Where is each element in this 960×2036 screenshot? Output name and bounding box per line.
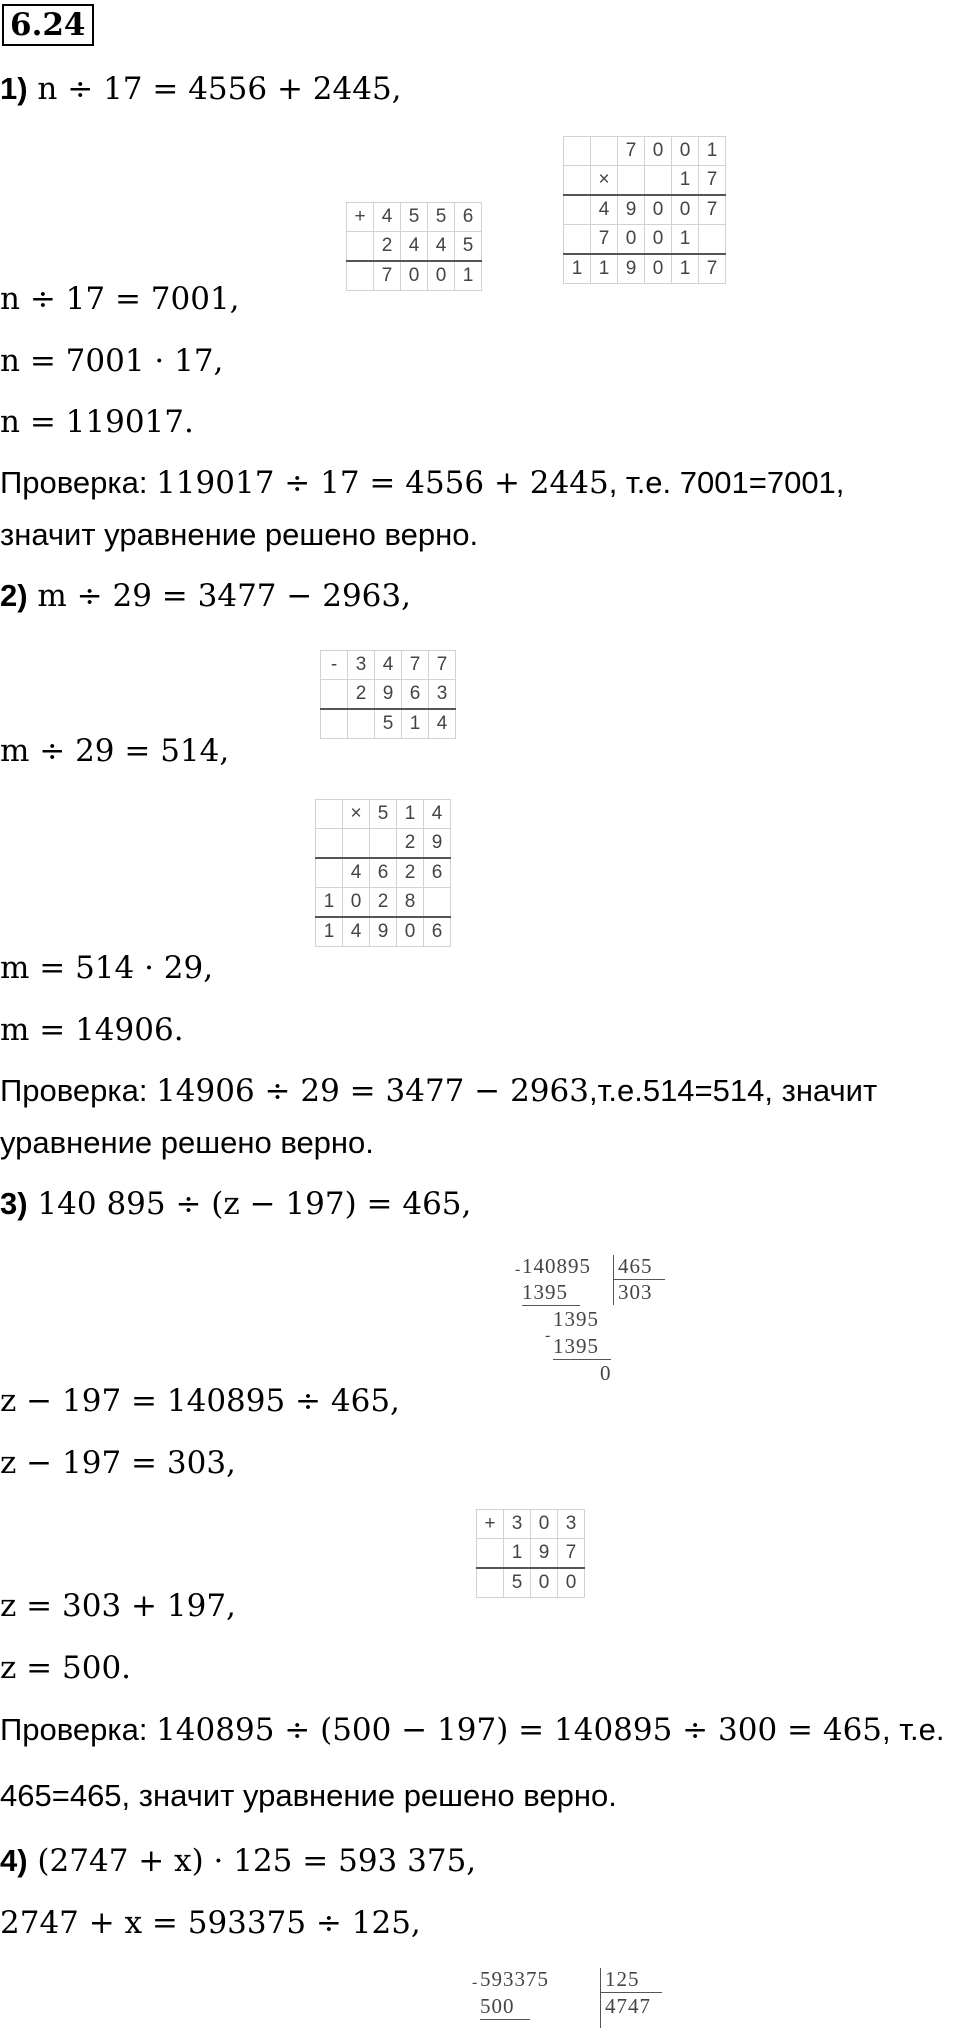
grid-cell: 0 <box>558 1568 585 1598</box>
divisor: 465 <box>618 1254 653 1278</box>
grid-cell <box>618 166 645 196</box>
grid-cell <box>477 1568 504 1598</box>
minus-sign: - <box>515 1261 522 1278</box>
part4-long-division <box>470 1966 670 2036</box>
grid-cell: 1 <box>591 254 618 284</box>
part2-conclusion: уравнение решено верно. <box>0 1125 374 1160</box>
dividend: 140895 <box>522 1254 591 1278</box>
grid-cell: 3 <box>429 680 456 710</box>
grid-cell <box>321 709 348 739</box>
part1-multiplication-grid <box>563 136 726 284</box>
grid-cell: 7 <box>699 166 726 196</box>
part1-check <box>0 463 844 503</box>
quotient: 303 <box>618 1280 653 1304</box>
grid-cell: 5 <box>375 709 402 739</box>
grid-cell: 0 <box>645 225 672 255</box>
grid-cell: × <box>343 800 370 829</box>
subtrahend-2: 1395 <box>553 1334 599 1358</box>
grid-cell: 0 <box>397 917 424 947</box>
grid-cell: 1 <box>672 166 699 196</box>
grid-cell <box>347 232 374 262</box>
part2-subtraction-grid <box>320 650 456 739</box>
grid-cell: 3 <box>558 1510 585 1539</box>
part3-number: 3) <box>0 1186 28 1221</box>
part3-conclusion: 465=465, значит уравнение решено верно. <box>0 1778 617 1813</box>
grid-cell: 4 <box>375 651 402 680</box>
grid-cell: 1 <box>455 261 482 291</box>
grid-cell: 0 <box>645 254 672 284</box>
grid-cell: 0 <box>531 1568 558 1598</box>
grid-cell <box>699 225 726 255</box>
grid-cell: 5 <box>428 203 455 232</box>
grid-cell: 5 <box>401 203 428 232</box>
minus-sign: - <box>472 1974 479 1991</box>
grid-cell <box>370 829 397 859</box>
grid-cell: 0 <box>672 195 699 225</box>
grid-cell <box>316 858 343 888</box>
check-tail: , т.е. <box>882 1712 945 1747</box>
remainder-1: 1395 <box>553 1307 599 1331</box>
part3-addition-grid <box>476 1509 585 1598</box>
grid-cell: 1 <box>402 709 429 739</box>
grid-cell: 0 <box>428 261 455 291</box>
grid-cell <box>591 137 618 166</box>
part1-step1: n ÷ 17 = 7001, <box>0 281 240 317</box>
grid-cell: 6 <box>402 680 429 710</box>
grid-cell: 7 <box>618 137 645 166</box>
part2-check <box>0 1071 877 1111</box>
grid-cell <box>564 166 591 196</box>
grid-cell: 7 <box>374 261 401 291</box>
check-equation: 140895 ÷ (500 − 197) = 140895 ÷ 300 = 465 <box>156 1712 883 1748</box>
grid-cell: × <box>591 166 618 196</box>
grid-cell: + <box>477 1510 504 1539</box>
exercise-number: 6.24 <box>2 4 94 46</box>
grid-cell: 0 <box>343 888 370 918</box>
part3-step3: z = 303 + 197, <box>0 1588 236 1624</box>
grid-cell: 5 <box>455 232 482 262</box>
grid-cell: 1 <box>316 888 343 918</box>
grid-cell: 4 <box>429 709 456 739</box>
grid-cell: 2 <box>348 680 375 710</box>
part4-number: 4) <box>0 1843 28 1878</box>
grid-cell: 3 <box>504 1510 531 1539</box>
part3-equation <box>0 1184 471 1224</box>
grid-cell: 4 <box>428 232 455 262</box>
part3-step1: z − 197 = 140895 ÷ 465, <box>0 1383 400 1419</box>
grid-cell: 4 <box>343 858 370 888</box>
grid-cell: 7 <box>558 1539 585 1569</box>
grid-cell: 2 <box>370 888 397 918</box>
grid-cell: 1 <box>564 254 591 284</box>
part1-conclusion: значит уравнение решено верно. <box>0 517 479 552</box>
grid-cell: 2 <box>374 232 401 262</box>
grid-cell <box>564 137 591 166</box>
grid-cell <box>348 709 375 739</box>
grid-cell: 7 <box>699 254 726 284</box>
grid-cell <box>564 225 591 255</box>
grid-cell: - <box>321 651 348 680</box>
grid-cell: + <box>347 203 374 232</box>
grid-cell: 5 <box>370 800 397 829</box>
grid-cell: 7 <box>699 195 726 225</box>
part4-eq-text: (2747 + x) · 125 = 593 375, <box>27 1843 477 1879</box>
check-equation: 14906 ÷ 29 = 3477 − 2963 <box>156 1073 589 1109</box>
grid-cell <box>316 800 343 829</box>
grid-cell: 9 <box>370 917 397 947</box>
part1-step3: n = 119017. <box>0 404 194 440</box>
part2-equation <box>0 576 411 616</box>
grid-cell: 6 <box>424 917 451 947</box>
grid-cell: 7 <box>402 651 429 680</box>
grid-cell: 6 <box>455 203 482 232</box>
grid-cell: 1 <box>397 800 424 829</box>
divisor: 125 <box>605 1967 640 1991</box>
grid-cell: 7 <box>591 225 618 255</box>
part1-addition-grid <box>346 202 482 291</box>
part1-step2: n = 7001 · 17, <box>0 343 224 379</box>
grid-cell <box>343 829 370 859</box>
part2-multiplication-grid <box>315 799 451 947</box>
grid-cell: 7 <box>429 651 456 680</box>
part2-step1: m ÷ 29 = 514, <box>0 733 230 769</box>
subtrahend-1: 500 <box>480 1994 515 2018</box>
grid-cell: 0 <box>401 261 428 291</box>
remainder-2: 0 <box>600 1361 612 1385</box>
part2-number: 2) <box>0 578 28 613</box>
check-tail: , т.е. 7001=7001, <box>608 465 845 500</box>
part1-number: 1) <box>0 71 28 106</box>
grid-cell: 0 <box>618 225 645 255</box>
part3-step4: z = 500. <box>0 1650 132 1686</box>
grid-cell: 3 <box>348 651 375 680</box>
part3-check <box>0 1710 945 1750</box>
part4-equation <box>0 1841 476 1881</box>
grid-cell <box>347 261 374 291</box>
grid-cell <box>321 680 348 710</box>
grid-cell: 5 <box>504 1568 531 1598</box>
part2-eq-text: m ÷ 29 = 3477 − 2963, <box>27 578 411 614</box>
grid-cell: 1 <box>672 254 699 284</box>
grid-cell: 2 <box>397 858 424 888</box>
part1-equation <box>0 69 402 109</box>
grid-cell: 1 <box>672 225 699 255</box>
check-label: Проверка: <box>0 465 157 500</box>
part2-step3: m = 14906. <box>0 1012 184 1048</box>
check-label: Проверка: <box>0 1712 157 1747</box>
grid-cell: 1 <box>699 137 726 166</box>
grid-cell: 4 <box>591 195 618 225</box>
grid-cell: 4 <box>343 917 370 947</box>
grid-cell: 4 <box>401 232 428 262</box>
grid-cell: 0 <box>645 195 672 225</box>
grid-cell: 9 <box>618 195 645 225</box>
grid-cell: 2 <box>397 829 424 859</box>
check-tail: ,т.е.514=514, значит <box>588 1073 878 1108</box>
part1-eq-text: n ÷ 17 = 4556 + 2445, <box>27 71 402 107</box>
part2-step2: m = 514 · 29, <box>0 950 214 986</box>
grid-cell: 1 <box>504 1539 531 1569</box>
part3-eq-text: 140 895 ÷ (z − 197) = 465, <box>27 1186 472 1222</box>
grid-cell: 0 <box>531 1510 558 1539</box>
grid-cell <box>564 195 591 225</box>
grid-cell: 4 <box>374 203 401 232</box>
subtrahend-1: 1395 <box>522 1280 568 1304</box>
part3-long-division <box>515 1253 675 1413</box>
grid-cell: 0 <box>645 137 672 166</box>
grid-cell: 9 <box>618 254 645 284</box>
grid-cell: 0 <box>672 137 699 166</box>
grid-cell <box>645 166 672 196</box>
grid-cell: 9 <box>531 1539 558 1569</box>
grid-cell: 8 <box>397 888 424 918</box>
grid-cell: 6 <box>370 858 397 888</box>
part3-step2: z − 197 = 303, <box>0 1445 236 1481</box>
grid-cell <box>424 888 451 918</box>
grid-cell: 9 <box>375 680 402 710</box>
grid-cell <box>316 829 343 859</box>
minus-sign: - <box>545 1327 552 1344</box>
check-equation: 119017 ÷ 17 = 4556 + 2445 <box>156 465 609 501</box>
grid-cell: 4 <box>424 800 451 829</box>
grid-cell <box>477 1539 504 1569</box>
part4-step1: 2747 + x = 593375 ÷ 125, <box>0 1905 421 1941</box>
check-label: Проверка: <box>0 1073 157 1108</box>
grid-cell: 9 <box>424 829 451 859</box>
grid-cell: 1 <box>316 917 343 947</box>
quotient: 4747 <box>605 1994 651 2018</box>
grid-cell: 6 <box>424 858 451 888</box>
dividend: 593375 <box>480 1967 549 1991</box>
